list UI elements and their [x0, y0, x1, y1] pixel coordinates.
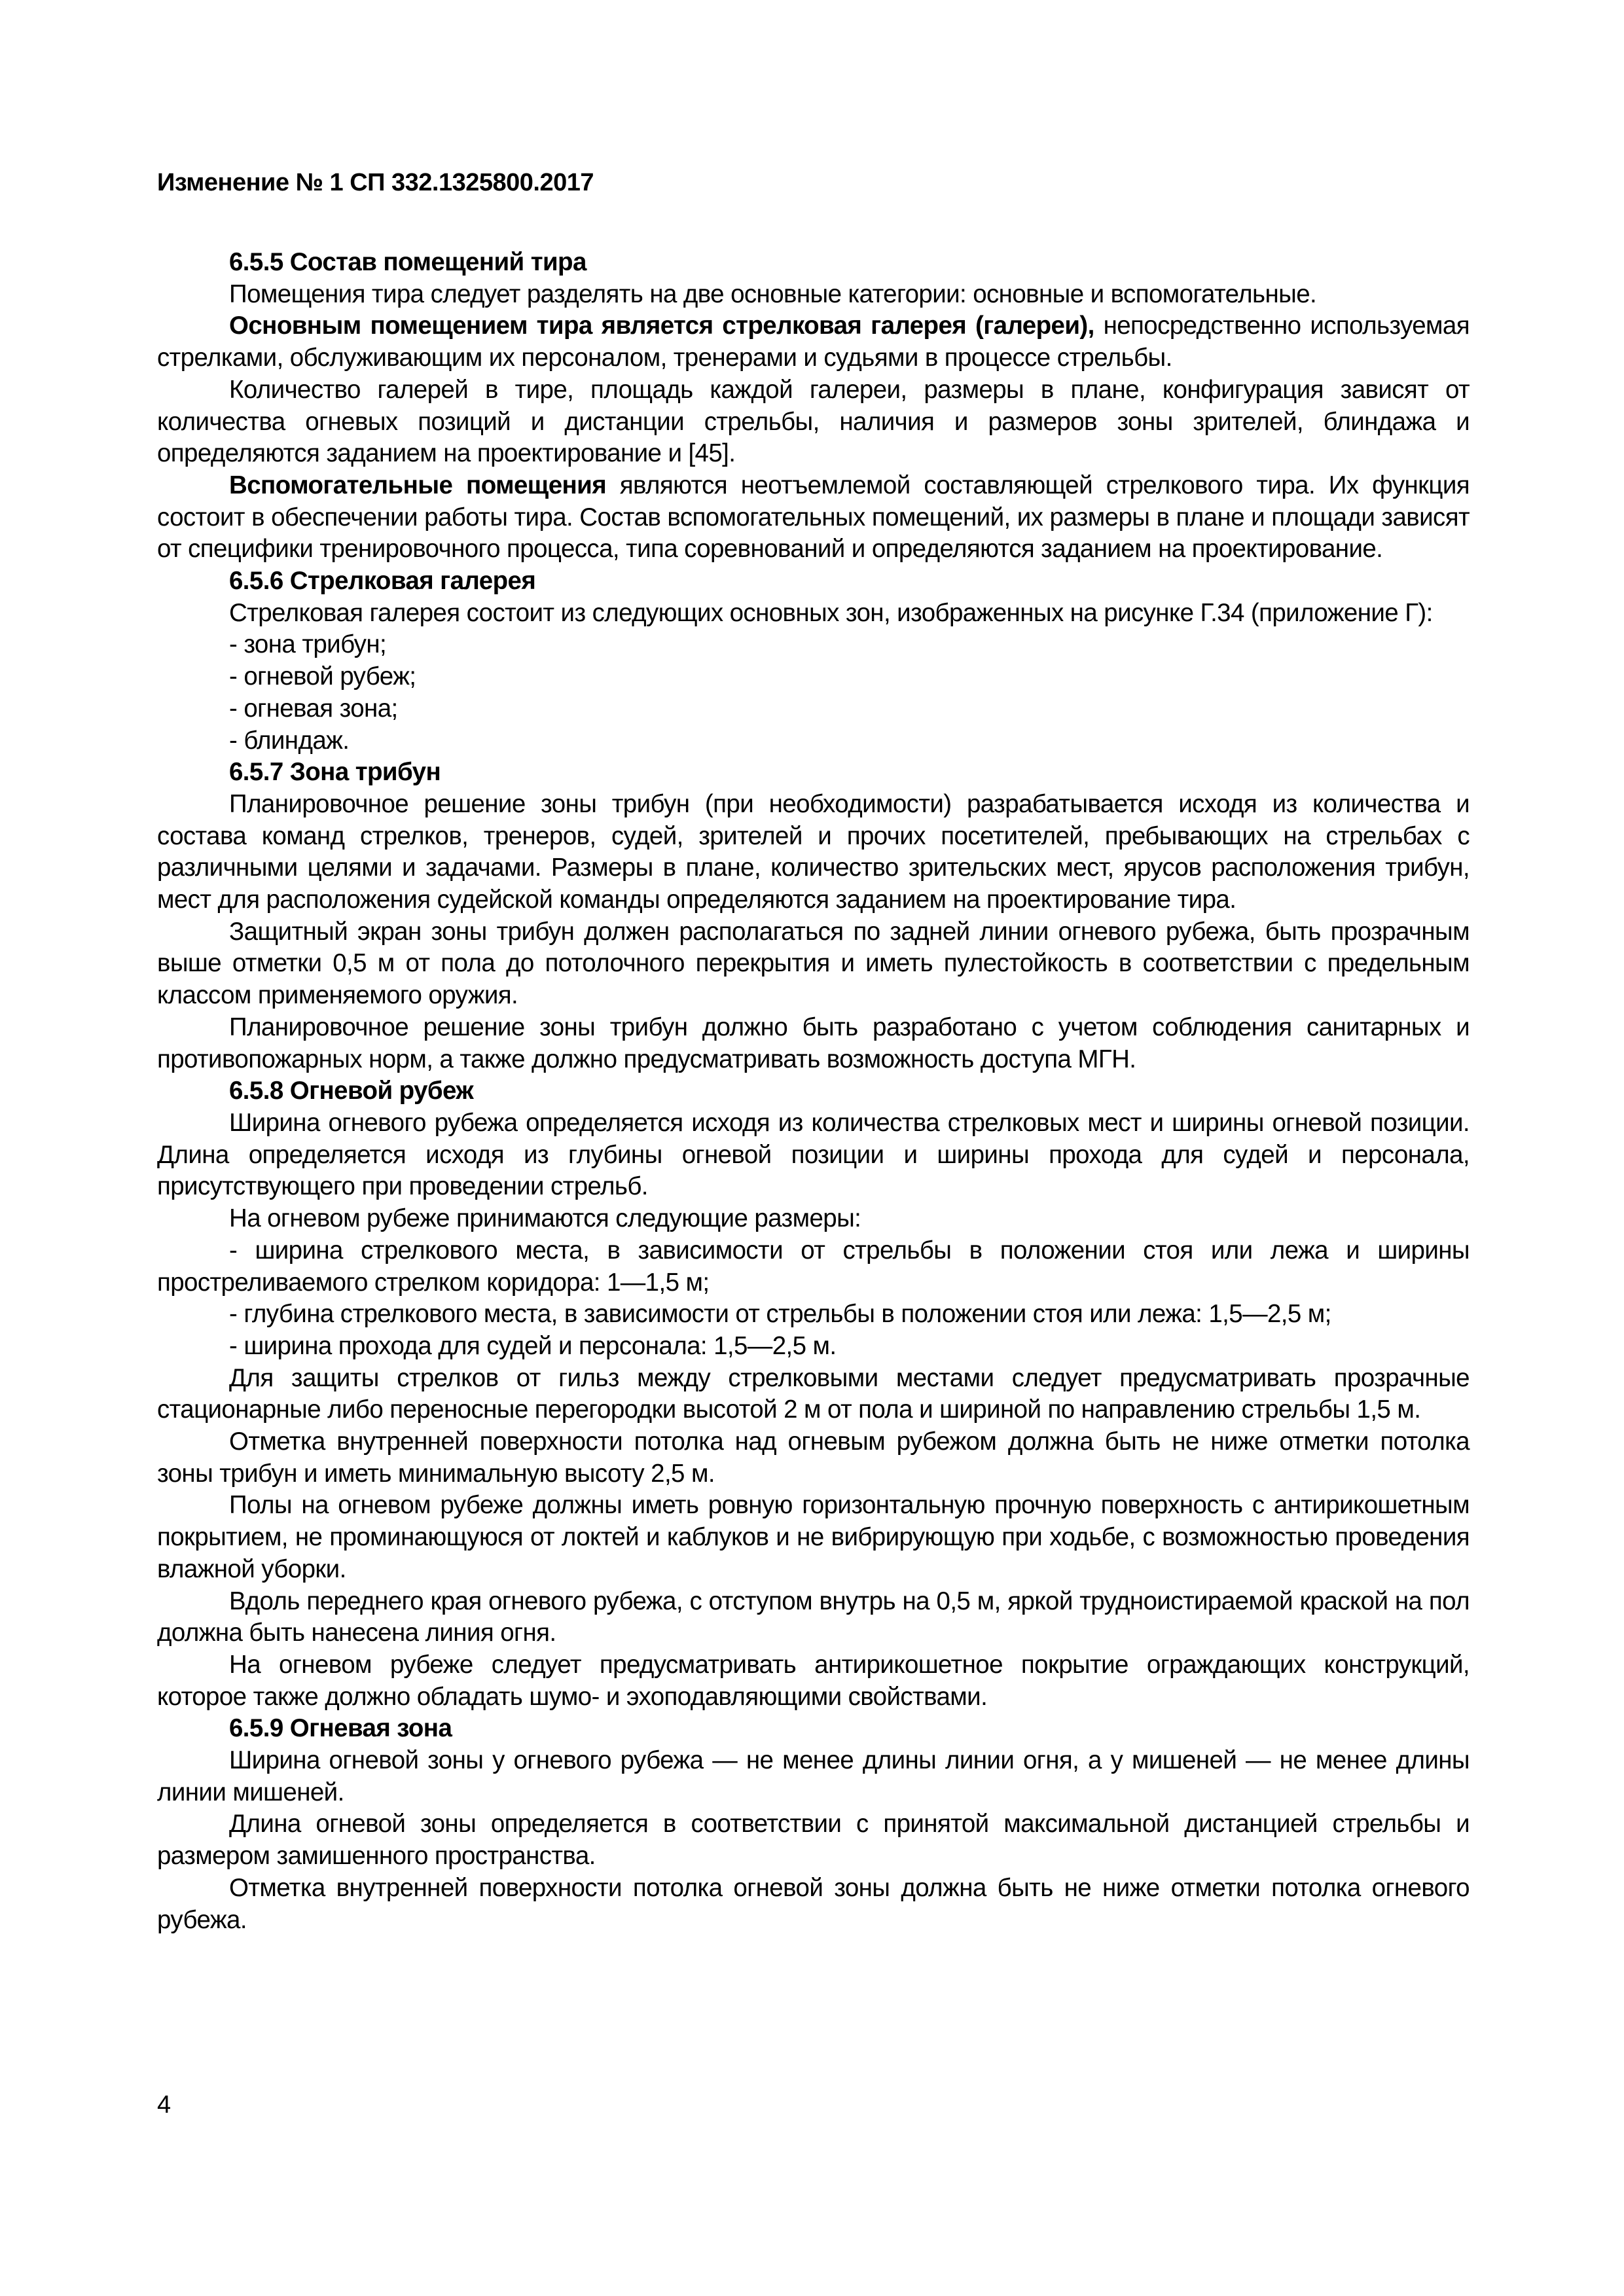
paragraph-text: - огневая зона;	[229, 694, 398, 723]
paragraph	[157, 916, 1470, 1012]
paragraph-text: Для защиты стрелков от гильз между стрелковыми местами следует предусматривать прозрачные стационарные либо переносные перегородки высотой 2 м от пола и шириной по направлению стрельбы 1,5 м.	[157, 1363, 1470, 1424]
list-item	[157, 725, 1470, 757]
paragraph	[157, 1490, 1470, 1585]
paragraph-text: Вдоль переднего края огневого рубежа, с отступом внутрь на 0,5 м, яркой трудноистираемой краской на пол должна быть нанесена линия огня.	[157, 1587, 1470, 1647]
paragraph	[157, 789, 1470, 916]
list-item	[157, 1331, 1470, 1363]
paragraph-text: - зона трибун;	[229, 630, 387, 659]
paragraph-text: На огневом рубеже следует предусматривать антирикошетное покрытие ограждающих конструкций, которое также должно обладать шумо- и эхоподавляющими свойствами.	[157, 1650, 1470, 1711]
list-item	[157, 1299, 1470, 1331]
section-heading: 6.5.7 Зона трибун	[229, 758, 441, 787]
paragraph-text: Защитный экран зоны трибун должен располагаться по задней линии огневого рубежа, быть прозрачным выше отметки 0,5 м от пола до потолочного перекрытия и иметь пулестойкость в соответствии с предельным классом применяемого оружия.	[157, 917, 1470, 1010]
paragraph-text: Планировочное решение зоны трибун (при необходимости) разрабатывается исходя из количества и состава команд стрелков, тренеров, судей, зрителей и прочих посетителей, пребывающих на стрельбах с различными целями и задачами. Размеры в плане, количество зрительских мест, ярусов расположения трибун, мест для расположения судейской команды определяются заданием на проектирование тира.	[157, 789, 1470, 914]
paragraph	[157, 1745, 1470, 1808]
paragraph-text: Ширина огневой зоны у огневого рубежа — не менее длины линии огня, а у мишеней — не менее длины линии мишеней.	[157, 1746, 1470, 1806]
paragraph-text: На огневом рубеже принимаются следующие размеры:	[229, 1204, 861, 1233]
paragraph	[157, 470, 1470, 565]
paragraph-text: Количество галерей в тире, площадь каждой галереи, размеры в плане, конфигурация зависят от количества огневых позиций и дистанции стрельбы, наличия и размеров зоны зрителей, блиндажа и определяются заданием на проектирование и [45].	[157, 375, 1470, 468]
paragraph-text: - блиндаж.	[229, 726, 350, 755]
paragraph-text: Ширина огневого рубежа определяется исходя из количества стрелковых мест и ширины огневой позиции. Длина определяется исходя из глубины огневой позиции и ширины прохода для судей и персонала, присутствующего при проведении стрельб.	[157, 1108, 1470, 1201]
paragraph	[157, 1363, 1470, 1426]
paragraph-text: Полы на огневом рубеже должны иметь ровную горизонтальную прочную поверхность с антирикошетным покрытием, не проминающуюся от локтей и каблуков и не вибрирующую при ходьбе, с возможностью проведения влажной уборки.	[157, 1491, 1470, 1583]
paragraph-text: - глубина стрелкового места, в зависимости от стрельбы в положении стоя или лежа: 1,5—2,5 м;	[229, 1300, 1331, 1329]
paragraph-text: непосредственно используемая стрелками, обслуживающим их персоналом, тренерами и судьями в процессе стрельбы.	[157, 312, 1470, 372]
bold-term: Вспомогательные помещения	[229, 471, 607, 499]
paragraph	[157, 1808, 1470, 1872]
paragraph-text: Стрелковая галерея состоит из следующих основных зон, изображенных на рисунке Г.34 (приложение Г):	[229, 598, 1433, 627]
paragraph	[157, 1203, 1470, 1235]
list-item	[157, 661, 1470, 693]
paragraph	[157, 1426, 1470, 1490]
paragraph-text: - огневой рубеж;	[229, 662, 416, 691]
section-heading: 6.5.5 Состав помещений тира	[229, 248, 586, 276]
paragraph	[157, 1873, 1470, 1936]
list-item	[157, 629, 1470, 661]
paragraph-text: являются неотъемлемой составляющей стрелкового тира. Их функция состоит в обеспечении работы тира. Состав вспомогательных помещений, их размеры в плане и площади зависят от специфики тренировочного процесса, типа соревнований и определяются заданием на проектирование.	[157, 471, 1470, 564]
bold-term: Основным помещением тира является стрелковая галерея (галереи),	[229, 312, 1094, 340]
document-body	[157, 247, 1470, 1936]
paragraph-text: - ширина стрелкового места, в зависимости от стрельбы в положении стоя или лежа и ширины простреливаемого стрелком коридора: 1—1,5 м;	[157, 1236, 1470, 1297]
paragraph-text: Помещения тира следует разделять на две основные категории: основные и вспомогательные.	[229, 279, 1317, 308]
section-heading: 6.5.9 Огневая зона	[229, 1714, 452, 1743]
list-item	[157, 693, 1470, 725]
document-header: Изменение № 1 СП 332.1325800.2017	[157, 169, 594, 196]
paragraph-text: Длина огневой зоны определяется в соответствии с принятой максимальной дистанцией стрельбы и размером замишенного пространства.	[157, 1810, 1470, 1871]
paragraph-text: Планировочное решение зоны трибун должно быть разработано с учетом соблюдения санитарных и противопожарных норм, а также должно предусматривать возможность доступа МГН.	[157, 1013, 1470, 1073]
list-item	[157, 1235, 1470, 1299]
paragraph	[157, 1107, 1470, 1203]
paragraph	[157, 1649, 1470, 1713]
paragraph	[157, 279, 1470, 311]
paragraph-text: - ширина прохода для судей и персонала: 1,5—2,5 м.	[229, 1331, 837, 1360]
paragraph	[157, 374, 1470, 470]
paragraph	[157, 1012, 1470, 1075]
paragraph-text: Отметка внутренней поверхности потолка над огневым рубежом должна быть не ниже отметки потолка зоны трибун и иметь минимальную высоту 2,5 м.	[157, 1427, 1470, 1488]
section-heading: 6.5.8 Огневой рубеж	[229, 1077, 474, 1105]
paragraph	[157, 310, 1470, 374]
section-heading: 6.5.6 Стрелковая галерея	[229, 567, 536, 596]
page-number: 4	[157, 2091, 171, 2119]
paragraph	[157, 1586, 1470, 1649]
paragraph	[157, 598, 1470, 630]
paragraph-text: Отметка внутренней поверхности потолка огневой зоны должна быть не ниже отметки потолка огневого рубежа.	[157, 1873, 1470, 1934]
